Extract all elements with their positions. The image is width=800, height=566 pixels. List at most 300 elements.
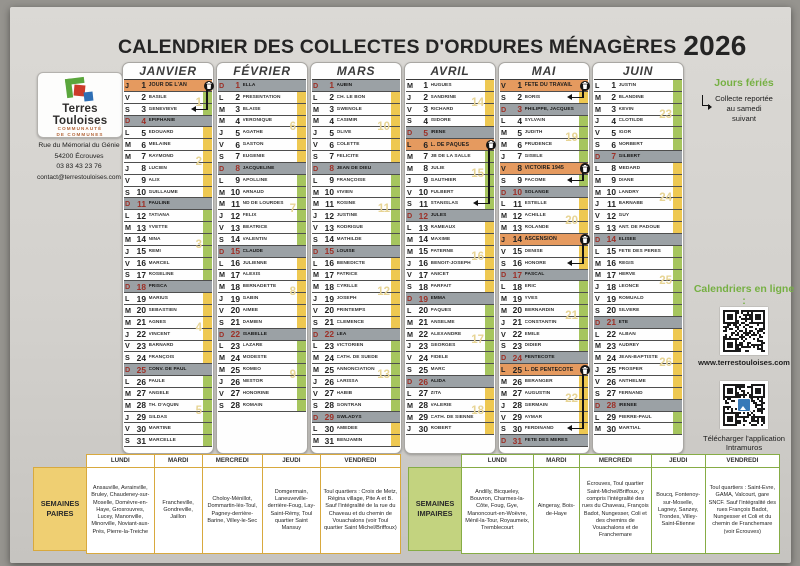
- holiday-report-icon: [580, 234, 591, 245]
- day-letter: V: [313, 388, 318, 398]
- day-letter: V: [125, 92, 130, 102]
- week-strip: [391, 116, 400, 127]
- contact-block: [24, 141, 134, 183]
- day-number: 26: [136, 376, 146, 387]
- day-name: CYRILLE: [336, 284, 358, 290]
- day-letter: J: [407, 258, 411, 268]
- day-letter: J: [125, 80, 129, 90]
- day-number: 15: [418, 246, 428, 257]
- day-row: [406, 234, 494, 246]
- day-name: AIMÉE: [242, 307, 259, 313]
- holidays-legend-text: Collecte reportée au samedi suivant: [715, 94, 773, 123]
- month-mai: [498, 62, 590, 454]
- day-number: 26: [512, 376, 522, 387]
- day-column-lundi: [86, 454, 155, 554]
- week-strip: [579, 352, 588, 363]
- qr-card-website: [720, 307, 768, 355]
- day-row: [500, 412, 588, 424]
- day-row: [594, 92, 682, 104]
- week-strip: [203, 187, 212, 198]
- day-letter: M: [313, 199, 319, 209]
- day-column-mardi: [154, 454, 203, 554]
- day-row: [312, 352, 400, 364]
- day-row: [406, 151, 494, 163]
- day-number: 17: [230, 269, 240, 280]
- week-strip: [297, 198, 306, 209]
- week-strip: [391, 151, 400, 162]
- day-letter: V: [595, 377, 600, 387]
- day-name: RAYMOND: [148, 153, 174, 159]
- week-strip: [579, 435, 588, 446]
- day-number: 7: [235, 151, 240, 162]
- day-letter: V: [407, 353, 412, 363]
- day-number: 26: [606, 376, 616, 387]
- day-letter: M: [407, 80, 413, 90]
- week-strip: [203, 388, 212, 399]
- week-strip: [297, 364, 306, 375]
- day-row: [594, 376, 682, 388]
- day-number: 19: [418, 293, 428, 304]
- day-number: 15: [512, 246, 522, 257]
- day-name: VICTOIRE 1945: [524, 165, 564, 172]
- org-phone: 03 83 43 23 76: [56, 163, 102, 171]
- day-letter: S: [501, 92, 506, 102]
- day-letter: M: [501, 388, 507, 398]
- day-row: [218, 222, 306, 234]
- day-row: [406, 423, 494, 435]
- month-title: MARS: [336, 64, 376, 78]
- day-name: DENISE: [524, 248, 543, 254]
- week-strip: [391, 270, 400, 281]
- day-name: SANDRINE: [430, 94, 457, 100]
- week-strip: [485, 222, 494, 233]
- day-letter: D: [501, 104, 507, 114]
- week-number: 4: [195, 322, 202, 334]
- day-name: ALBAN: [618, 331, 636, 337]
- day-letter: M: [125, 151, 131, 161]
- day-name: CLOTILDE: [618, 118, 644, 124]
- website-url: www.terrestouloises.com: [698, 358, 790, 367]
- day-number: 13: [324, 222, 334, 233]
- day-column-jeudi: [262, 454, 321, 554]
- day-name: STANISLAS: [430, 201, 459, 207]
- day-letter: M: [125, 140, 131, 150]
- week-strip: [391, 435, 400, 446]
- day-header: VENDREDI: [321, 455, 400, 468]
- week-number: 13: [377, 369, 390, 381]
- day-row: [594, 341, 682, 353]
- day-header: MARDI: [155, 455, 202, 468]
- week-strip: [579, 281, 588, 292]
- day-row: [124, 210, 212, 222]
- day-name: LANDRY: [618, 189, 639, 195]
- day-number: 12: [324, 210, 334, 221]
- day-name: BÉNÉDICTE: [336, 260, 366, 266]
- day-number: 29: [512, 412, 522, 423]
- day-row: [594, 423, 682, 435]
- day-name: GASTON: [242, 142, 264, 148]
- day-number: 20: [418, 305, 428, 316]
- day-number: 18: [324, 281, 334, 292]
- day-number: 6: [611, 139, 616, 150]
- week-strip: [297, 104, 306, 115]
- day-number: 28: [324, 400, 334, 411]
- collection-grid: [87, 454, 401, 554]
- day-letter: M: [595, 424, 601, 434]
- day-number: 4: [423, 115, 428, 126]
- week-strip: [673, 281, 682, 292]
- day-name: ÉMILE: [524, 331, 540, 337]
- day-row: [124, 293, 212, 305]
- day-row: [124, 116, 212, 128]
- day-number: 23: [230, 340, 240, 351]
- day-name: EDOUARD: [148, 130, 174, 136]
- day-letter: V: [407, 270, 412, 280]
- week-strip: [391, 104, 400, 115]
- day-row: [124, 187, 212, 199]
- report-arrow: [567, 177, 572, 183]
- day-row: [594, 412, 682, 424]
- week-number: 25: [659, 275, 672, 287]
- day-number: 29: [418, 412, 428, 423]
- week-strip: [485, 364, 494, 375]
- day-letter: L: [501, 282, 506, 292]
- day-name: PARFAIT: [430, 284, 452, 290]
- day-number: 5: [611, 127, 616, 138]
- day-number: 3: [141, 104, 146, 115]
- day-row: [312, 175, 400, 187]
- day-row: [500, 80, 588, 92]
- week-strip: [673, 210, 682, 221]
- day-name: ANT. DE PADOUE: [618, 225, 661, 231]
- week-strip: [203, 175, 212, 186]
- week-strip: [297, 329, 306, 340]
- day-row: [594, 222, 682, 234]
- day-letter: S: [407, 282, 412, 292]
- day-number: 17: [324, 269, 334, 280]
- communes-cell: Aingeray, Bois-de-Haye: [537, 503, 575, 517]
- week-strip: [673, 329, 682, 340]
- day-letter: M: [595, 341, 601, 351]
- day-number: 3: [329, 104, 334, 115]
- day-number: 29: [324, 412, 334, 423]
- month-rows: [594, 79, 682, 435]
- day-letter: J: [407, 341, 411, 351]
- online-calendars-title: Calendriers en ligne :: [693, 283, 795, 307]
- day-row: [406, 127, 494, 139]
- month-title: JANVIER: [139, 64, 197, 78]
- week-strip: [485, 270, 494, 281]
- day-row: [218, 329, 306, 341]
- day-row: [124, 258, 212, 270]
- day-name: LÉA: [336, 331, 347, 337]
- day-row: [218, 341, 306, 353]
- day-letter: S: [501, 175, 506, 185]
- day-row: [500, 151, 588, 163]
- day-name: ACHILLE: [524, 213, 546, 219]
- day-letter: J: [219, 211, 223, 221]
- day-letter: D: [125, 199, 131, 209]
- day-letter: L: [407, 305, 412, 315]
- day-row: [594, 234, 682, 246]
- day-letter: D: [407, 211, 413, 221]
- week-strip: [203, 352, 212, 363]
- week-strip: [391, 234, 400, 245]
- week-number: 23: [659, 109, 672, 121]
- app-download-text: Télécharger l'application Intramuros: [702, 434, 786, 453]
- day-row: [124, 80, 212, 92]
- day-name: BORIS: [524, 94, 541, 100]
- week-number: 10: [377, 121, 390, 133]
- day-name: ANSELME: [430, 319, 455, 325]
- week-number: 21: [565, 310, 578, 322]
- day-number: 12: [512, 210, 522, 221]
- day-letter: V: [313, 140, 318, 150]
- day-letter: L: [595, 329, 600, 339]
- day-row: [124, 139, 212, 151]
- day-row: [594, 246, 682, 258]
- day-name: HONORÉ: [524, 260, 547, 266]
- day-letter: D: [125, 365, 131, 375]
- day-number: 28: [230, 400, 240, 411]
- day-letter: M: [407, 163, 413, 173]
- day-letter: D: [219, 163, 225, 173]
- day-number: 4: [235, 115, 240, 126]
- day-number: 26: [230, 376, 240, 387]
- day-letter: M: [125, 234, 131, 244]
- day-row: [218, 258, 306, 270]
- day-row: [500, 364, 588, 376]
- day-row: [218, 246, 306, 258]
- day-name: PAULE: [148, 379, 165, 385]
- day-letter: M: [501, 128, 507, 138]
- week-number: 18: [471, 405, 484, 417]
- day-number: 22: [136, 329, 146, 340]
- day-letter: V: [219, 388, 224, 398]
- week-number: 20: [565, 215, 578, 227]
- day-number: 19: [324, 293, 334, 304]
- day-number: 14: [324, 234, 334, 245]
- week-strip: [297, 163, 306, 174]
- week-number: 1: [195, 97, 202, 109]
- day-letter: D: [313, 80, 319, 90]
- day-name: ÉLISÉE: [618, 236, 637, 242]
- holidays-legend-title: Jours fériés: [714, 77, 774, 89]
- day-number: 11: [137, 198, 146, 209]
- org-name-line1: Terres: [62, 103, 98, 115]
- day-name: ROMÉO: [242, 367, 262, 373]
- week-strip: [203, 435, 212, 446]
- day-name: HUGUES: [430, 82, 452, 88]
- day-letter: V: [313, 305, 318, 315]
- day-name: GEORGES: [430, 343, 456, 349]
- week-strip: [485, 210, 494, 221]
- week-strip: [297, 258, 306, 269]
- day-name: ISIDORE: [430, 118, 451, 124]
- week-strip: [297, 305, 306, 316]
- day-row: [312, 234, 400, 246]
- day-row: [406, 376, 494, 388]
- week-strip: [297, 234, 306, 245]
- week-strip: [297, 388, 306, 399]
- day-letter: V: [501, 80, 506, 90]
- week-strip: [579, 305, 588, 316]
- month-rows: [124, 79, 212, 447]
- day-name: FÊTE DU TRAVAIL: [524, 82, 573, 89]
- day-letter: M: [595, 187, 601, 197]
- week-strip: [203, 341, 212, 352]
- day-name: JOSEPH: [336, 296, 357, 302]
- day-number: 1: [329, 80, 334, 91]
- day-row: [594, 163, 682, 175]
- day-letter: M: [595, 175, 601, 185]
- day-row: [406, 210, 494, 222]
- week-strip: [297, 293, 306, 304]
- weeks-label: SEMAINES IMPAIRES: [408, 467, 462, 551]
- week-strip: [391, 341, 400, 352]
- day-name: PACÔME: [524, 177, 546, 183]
- week-strip: [673, 400, 682, 411]
- day-number: 15: [136, 246, 146, 257]
- day-name: FÊTE DES MÈRES: [524, 438, 568, 444]
- day-header: LUNDI: [462, 455, 533, 468]
- day-letter: D: [501, 187, 507, 197]
- day-row: [124, 388, 212, 400]
- week-strip: [297, 281, 306, 292]
- day-letter: L: [313, 175, 318, 185]
- week-strip: [485, 423, 494, 434]
- day-letter: S: [125, 353, 130, 363]
- day-name: ALIX: [148, 177, 160, 183]
- day-row: [500, 246, 588, 258]
- day-letter: M: [219, 116, 225, 126]
- day-number: 23: [324, 340, 334, 351]
- day-letter: M: [313, 365, 319, 375]
- day-letter: M: [501, 223, 507, 233]
- day-letter: V: [501, 246, 506, 256]
- day-row: [124, 198, 212, 210]
- day-letter: S: [219, 400, 224, 410]
- day-name: IRÉNÉE: [618, 402, 637, 408]
- week-strip: [391, 198, 400, 209]
- day-row: [594, 388, 682, 400]
- months-row: [122, 62, 684, 454]
- day-row: [312, 329, 400, 341]
- week-strip: [203, 293, 212, 304]
- week-strip: [485, 317, 494, 328]
- day-letter: L: [595, 412, 600, 422]
- day-letter: S: [125, 104, 130, 114]
- day-letter: M: [125, 223, 131, 233]
- week-strip: [391, 400, 400, 411]
- day-row: [500, 187, 588, 199]
- day-header: JEUDI: [652, 455, 705, 468]
- day-letter: V: [219, 223, 224, 233]
- week-strip: [579, 116, 588, 127]
- day-row: [312, 222, 400, 234]
- day-row: [500, 270, 588, 282]
- day-number: 6: [517, 139, 522, 150]
- day-name: BÉATRICE: [242, 225, 268, 231]
- day-number: 5: [517, 127, 522, 138]
- day-name: BASILE: [148, 94, 167, 100]
- day-letter: M: [219, 199, 225, 209]
- day-row: [406, 139, 494, 151]
- day-name: ROMUALD: [618, 296, 644, 302]
- day-letter: J: [501, 151, 505, 161]
- day-name: BLANDINE: [618, 94, 645, 100]
- day-row: [500, 163, 588, 175]
- day-row: [124, 127, 212, 139]
- day-number: 1: [141, 80, 146, 91]
- week-strip: [579, 329, 588, 340]
- week-strip: [391, 317, 400, 328]
- day-name: ÉPIPHANIE: [148, 118, 176, 124]
- day-row: [312, 341, 400, 353]
- org-email: contact@terrestouloises.com: [37, 173, 121, 181]
- day-name: HERVÉ: [618, 272, 636, 278]
- day-name: ELLA: [242, 82, 256, 88]
- week-strip: [673, 412, 682, 423]
- day-name: DIANE: [618, 177, 634, 183]
- day-name: GUY: [618, 213, 630, 219]
- day-letter: V: [219, 140, 224, 150]
- day-name: SILVÈRE: [618, 307, 640, 313]
- day-number: 7: [141, 151, 146, 162]
- week-strip: [485, 80, 494, 91]
- holiday-report-icon: [580, 365, 591, 376]
- day-number: 7: [611, 151, 616, 162]
- week-strip: [485, 116, 494, 127]
- day-name: MAXIME: [430, 236, 451, 242]
- day-letter: L: [407, 140, 412, 150]
- day-number: 23: [606, 340, 616, 351]
- day-letter: S: [407, 365, 412, 375]
- day-name: BARNABÉ: [618, 201, 644, 207]
- day-name: VALÉRIE: [430, 402, 452, 408]
- week-strip: [297, 187, 306, 198]
- day-number: 8: [611, 163, 616, 174]
- day-number: 25: [136, 364, 146, 375]
- day-header: VENDREDI: [706, 455, 779, 468]
- month-avril: [404, 62, 496, 454]
- day-letter: L: [219, 92, 224, 102]
- week-strip: [673, 187, 682, 198]
- day-name: MARC: [430, 367, 446, 373]
- day-row: [218, 234, 306, 246]
- page-title: [118, 30, 747, 62]
- day-letter: S: [219, 317, 224, 327]
- day-letter: J: [501, 234, 505, 244]
- day-name: ÉRIC: [524, 284, 537, 290]
- day-name: BÉRANGER: [524, 379, 553, 385]
- week-strip: [203, 116, 212, 127]
- day-name: L. DE PÂQUES: [430, 141, 470, 148]
- week-strip: [203, 305, 212, 316]
- title-text: CALENDRIER DES COLLECTES D'ORDURES MÉNAGÈRES: [118, 36, 677, 58]
- day-letter: J: [313, 377, 317, 387]
- day-number: 2: [611, 92, 616, 103]
- month-rows: [500, 79, 588, 447]
- week-strip: [297, 400, 306, 411]
- day-row: [124, 341, 212, 353]
- week-strip: [673, 151, 682, 162]
- day-row: [218, 80, 306, 92]
- holiday-report-icon: [204, 81, 215, 92]
- week-number: 3: [195, 239, 202, 251]
- day-row: [124, 435, 212, 447]
- day-row: [500, 352, 588, 364]
